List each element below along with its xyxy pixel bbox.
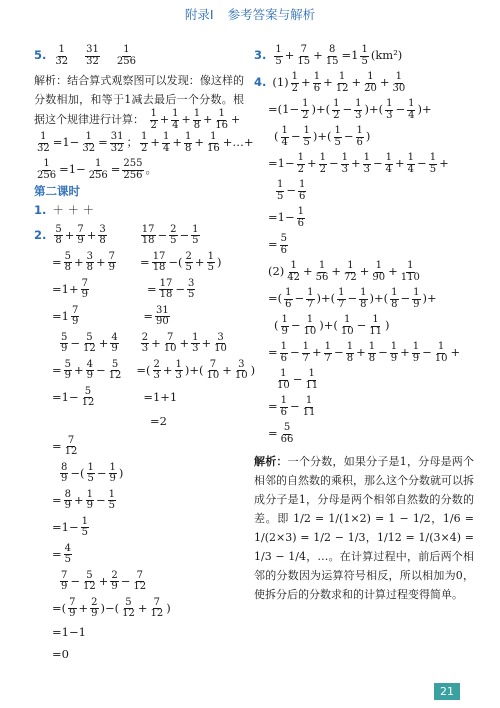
q4-line-11: = $\frac{1}{6}$ − $\frac{1}{7}$ + $\frac{1}{7}$ − $\frac{1}{8}$ + $\frac{1}{8}$ − $\frac{1}{9}$ + $\frac{1}{9}$ − $\frac{1}{10}$ + — [268, 341, 461, 364]
q1-answer: ＋ ＋ ＋ — [52, 203, 95, 218]
q5-label: 5. — [34, 48, 47, 63]
q1-line — [34, 202, 244, 221]
q4-label: 4. — [254, 75, 267, 90]
q2-row-3: =1+ $\frac{7}{9}$ = $\frac{17}{18}$ − $\frac{3}{5}$ — [52, 277, 195, 300]
q2-row-9: = $\frac{7}{12}$ — [52, 434, 78, 457]
q4-line-6: =1− $\frac{1}{6}$ — [268, 206, 304, 229]
q2-row-15: =( $\frac{7}{9}$ + $\frac{2}{9}$ )−( $\frac{5}{12}$ + $\frac{7}{12}$ ) — [52, 596, 171, 619]
q4-line-13: = $\frac{1}{6}$ − $\frac{1}{11}$ — [268, 395, 316, 418]
q4-line-8: (2) $\frac{1}{42}$ + $\frac{1}{56}$ + $\frac{1}{72}$ + $\frac{1}{90}$ + $\frac{1}{110}$ — [268, 260, 420, 283]
q2-row-1: 2. $\frac{5}{8}$ + $\frac{7}{9}$ + $\frac{3}{8}$ $\frac{17}{18}$ − $\frac{2}{5}$ − $\frac{1}{5}$ — [34, 223, 199, 246]
appendix-label: 附录Ⅰ — [184, 7, 214, 22]
header-title: 参考答案与解析 — [227, 7, 316, 22]
q4-line-2: =(1− $\frac{1}{2}$ )+( $\frac{1}{2}$ − $\frac{1}{3}$ )+( $\frac{1}{3}$ − $\frac{1}{4}$ )+ — [268, 98, 432, 121]
q5-frac-1: $\frac{1}{32}$ — [55, 44, 69, 67]
q2-row-5: $\frac{5}{9}$ − $\frac{5}{12}$ + $\frac{4}{9}$ $\frac{2}{3}$ + $\frac{7}{10}$ + $\frac{1}{3}$ + $\frac{3}{10}$ — [61, 331, 227, 354]
q2-row-17: =0 — [52, 647, 69, 662]
q2-row-11: = $\frac{8}{9}$ + $\frac{1}{9}$ − $\frac{1}{5}$ — [52, 488, 116, 511]
q2-row-10: $\frac{8}{9}$ −( $\frac{1}{5}$ − $\frac{1}{9}$ ) — [61, 461, 124, 484]
q1-label: 1. — [34, 203, 47, 218]
q2-row-16: =1−1 — [52, 625, 86, 640]
q5-frac-3: $\frac{1}{256}$ — [116, 44, 136, 67]
left-column — [34, 44, 256, 668]
q2-row-13: = $\frac{4}{5}$ — [52, 542, 72, 565]
q5-eq-2: $\frac{1}{256}$ =1− $\frac{1}{256}$ = $\frac{255}{256}$ 。 — [37, 158, 158, 181]
q2-row-2: = $\frac{5}{8}$ + $\frac{3}{8}$ + $\frac{7}{9}$ = $\frac{17}{18}$ −( $\frac{2}{5}$ + $\frac{1}{5}$ ) — [52, 250, 222, 273]
q5-analysis: 解析：结合算式观察图可以发现：像这样的分数相加，和等于1减去最后一个分数。根据这个规律进行计算： $\frac{1}{2}$ + $\frac{1}{4}$ + $\frac{1}{8}$ + $\frac{1}{16}$ + — [34, 74, 244, 131]
q4-line-7: = $\frac{5}{6}$ — [268, 233, 288, 256]
q4-line-1: 4. (1) $\frac{1}{2}$ + $\frac{1}{6}$ + $\frac{1}{12}$ + $\frac{1}{20}$ + $\frac{1}{30}$ — [254, 71, 406, 94]
q4-line-3: ( $\frac{1}{4}$ − $\frac{1}{5}$ )+( $\frac{1}{5}$ − $\frac{1}{6}$ ) — [274, 125, 371, 148]
q3-line: 3. $\frac{1}{5}$ + $\frac{7}{15}$ + $\frac{8}{15}$ =1 $\frac{1}{5}$ (km²) — [254, 44, 403, 67]
q2-row-12: =1− $\frac{1}{5}$ — [52, 515, 88, 538]
q4-line-4: =1− $\frac{1}{2}$ + $\frac{1}{2}$ − $\frac{1}{3}$ + $\frac{1}{3}$ − $\frac{1}{4}$ + $\frac{1}{4}$ − $\frac{1}{5}$ + — [268, 152, 449, 175]
section-title: 第二课时 — [34, 184, 80, 198]
q5-frac-2: $\frac{31}{32}$ — [86, 44, 99, 67]
q2-row-6: = $\frac{5}{9}$ + $\frac{4}{9}$ − $\frac{5}{12}$ =( $\frac{2}{3}$ + $\frac{1}{3}$ )+( $\frac{7}{10}$ + $\frac{3}{10}$ ) — [52, 358, 256, 381]
q2-row-7: =1− $\frac{5}{12}$ =1+1 — [52, 385, 178, 408]
q4-analysis: 解析：一个分数，如果分子是1，分母是两个相邻的自然数的乘积，那么这个分数就可以拆成分子是1，分母是两个相邻自然数的分数的差。即 1/2 = 1/(1×2) = 1 − 1/2，1/6 = 1/(2×3) = 1/2 − 1/3，1/12 = 1/(3×4) = 1/3 − 1/4，…。在计算过程中，前后两个相邻的分数因为运算符号相反，所以相加为0，使拆分后的分数求和的计算过程变得简单。 — [254, 455, 475, 601]
q2-row-8: =2 — [150, 414, 167, 429]
q5-eq-1: $\frac{1}{32}$ =1− $\frac{1}{32}$ = $\frac{31}{32}$ ； $\frac{1}{2}$ + $\frac{1}{4}$ + $\frac{1}{8}$ + $\frac{1}{16}$ +…+ — [37, 131, 254, 154]
q3-label: 3. — [254, 48, 267, 63]
q2-label: 2. — [34, 227, 47, 242]
q4-line-10: ( $\frac{1}{9}$ − $\frac{1}{10}$ )+( $\frac{1}{10}$ − $\frac{1}{11}$ ) — [274, 314, 390, 337]
q4-line-9: =( $\frac{1}{6}$ − $\frac{1}{7}$ )+( $\frac{1}{7}$ − $\frac{1}{8}$ )+( $\frac{1}{8}$ − $\frac{1}{9}$ )+ — [268, 287, 437, 310]
q4-line-14: = $\frac{5}{66}$ — [268, 422, 294, 445]
q5-line — [34, 44, 244, 68]
page-number: 21 — [434, 683, 460, 700]
q2-row-4: =1 $\frac{7}{9}$ = $\frac{31}{90}$ — [52, 304, 169, 327]
q4-line-12: $\frac{1}{10}$ − $\frac{1}{11}$ — [277, 368, 319, 391]
q2-row-14: $\frac{7}{9}$ − $\frac{5}{12}$ + $\frac{2}{9}$ − $\frac{7}{12}$ — [61, 569, 147, 592]
q4-line-5: $\frac{1}{5}$ − $\frac{1}{6}$ — [277, 179, 306, 202]
right-column — [254, 44, 474, 604]
page-header — [0, 0, 500, 30]
